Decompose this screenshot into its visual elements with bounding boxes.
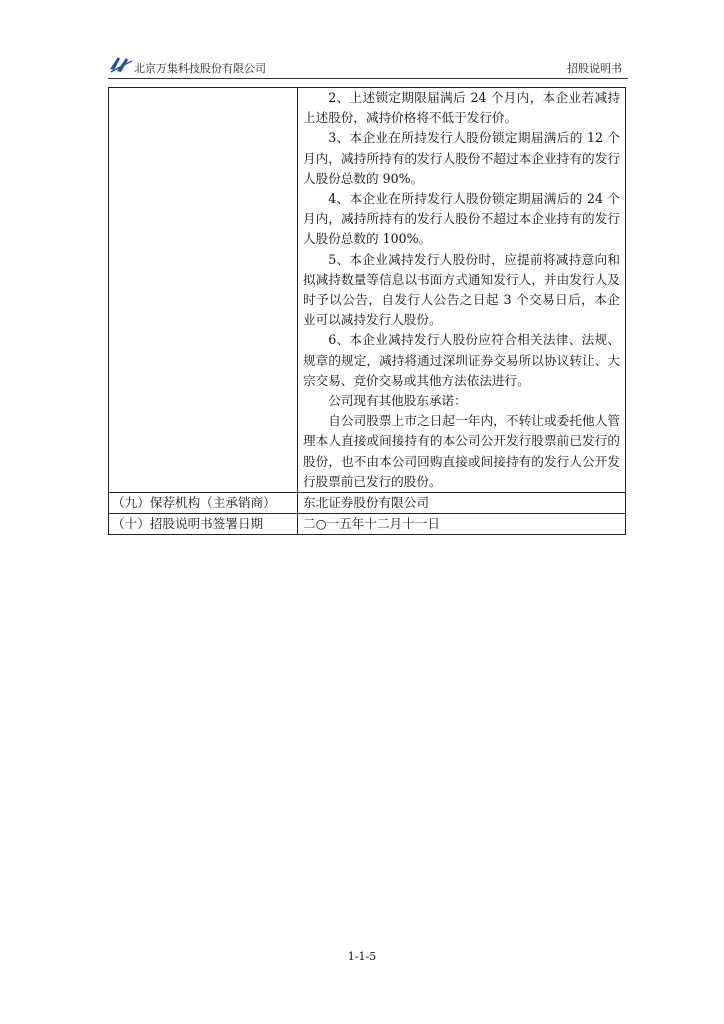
page-header	[108, 55, 628, 77]
document-title: 招股说明书	[567, 62, 622, 75]
table-row	[109, 493, 626, 514]
company-name: 北京万集科技股份有限公司	[134, 62, 266, 75]
header-divider	[108, 78, 628, 79]
commitment-paragraph: 公司现有其他股东承诺：	[328, 393, 467, 409]
empty-label-cell	[109, 88, 298, 493]
page-number: 1-1-5	[347, 950, 377, 963]
sponsor-value: 东北证券股份有限公司	[298, 493, 626, 514]
info-table	[108, 87, 626, 535]
commitment-cell	[298, 88, 626, 493]
table-row	[109, 88, 626, 493]
table-row	[109, 514, 626, 535]
commitment-paragraph: 3、本企业在所持发行人股份锁定期届满后的 12 个月内，减持所持有的发行人股份不超过本企业持有的发行人股份总数的 90%。	[303, 130, 620, 186]
company-logo-icon	[108, 55, 134, 75]
sign-date-value: 二○一五年十二月十一日	[298, 514, 626, 535]
commitment-paragraph: 2、上述锁定期限届满后 24 个月内，本企业若减持上述股份，减持价格将不低于发行价。	[303, 90, 620, 126]
sponsor-label: （九）保荐机构（主承销商）	[109, 493, 298, 514]
commitment-paragraph: 6、本企业减持发行人股份应符合相关法律、法规、规章的规定，减持将通过深圳证券交易所以协议转让、大宗交易、竞价交易或其他方法依法进行。	[303, 332, 620, 388]
sign-date-label: （十）招股说明书签署日期	[109, 514, 298, 535]
commitment-paragraph: 5、本企业减持发行人股份时，应提前将减持意向和拟减持数量等信息以书面方式通知发行人，并由发行人及时予以公告，自发行人公告之日起 3 个交易日后，本企业可以减持发行人股份。	[303, 251, 620, 328]
commitment-paragraph: 自公司股票上市之日起一年内，不转让或委托他人管理本人直接或间接持有的本公司公开发行股票前已发行的股份，也不由本公司回购直接或间接持有的发行人公开发行股票前已发行的股份。	[303, 413, 620, 489]
commitment-paragraph: 4、本企业在所持发行人股份锁定期届满后的 24 个月内，减持所持有的发行人股份不超过本企业持有的发行人股份总数的 100%。	[303, 191, 620, 247]
